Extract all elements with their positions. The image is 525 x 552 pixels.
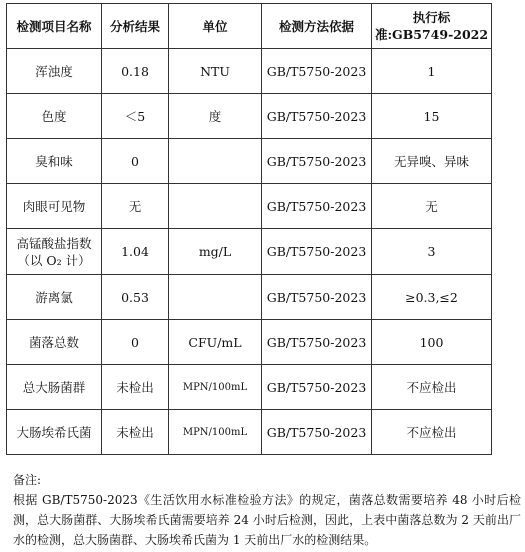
cell-method: GB/T5750-2023	[262, 320, 372, 365]
cell-method: GB/T5750-2023	[262, 49, 372, 94]
cell-standard: 1	[372, 49, 492, 94]
cell-method: GB/T5750-2023	[262, 184, 372, 229]
cell-result: 0	[102, 139, 169, 184]
cell-item-line2: （以 O₂ 计）	[17, 252, 91, 268]
cell-standard: 3	[372, 229, 492, 275]
remarks-title: 备注:	[13, 473, 42, 487]
remarks-body: 根据 GB/T5750-2023《生活饮用水标准检验方法》的规定，菌落总数需要培养 48 小时后检测，总大肠菌群、大肠埃希氏菌需要培养 24 小时后检测，因此，上表中菌落总数为 2 天前出厂水的检测，总大肠菌群、大肠埃希氏菌为 1 天前出厂水的检测结果。	[13, 493, 521, 547]
cell-unit: MPN/100mL	[169, 365, 262, 410]
table-row	[7, 410, 492, 455]
cell-unit: MPN/100mL	[169, 410, 262, 455]
cell-standard: 不应检出	[372, 365, 492, 410]
cell-result: 无	[102, 184, 169, 229]
cell-item: 色度	[7, 94, 102, 139]
cell-result: 0.53	[102, 275, 169, 320]
cell-item: 大肠埃希氏菌	[7, 410, 102, 455]
header-standard-line1: 执行标	[412, 10, 451, 25]
header-item-name: 检测项目名称	[7, 4, 102, 49]
cell-unit: NTU	[169, 49, 262, 94]
header-method: 检测方法依据	[262, 4, 372, 49]
table-header-row	[7, 4, 492, 49]
cell-standard: ≥0.3,≤2	[372, 275, 492, 320]
cell-result: 未检出	[102, 410, 169, 455]
cell-item-line1: 高锰酸盐指数	[16, 235, 92, 251]
cell-method: GB/T5750-2023	[262, 365, 372, 410]
cell-method: GB/T5750-2023	[262, 229, 372, 275]
table-row	[7, 94, 492, 139]
cell-standard: 15	[372, 94, 492, 139]
cell-item: 总大肠菌群	[7, 365, 102, 410]
cell-unit	[169, 275, 262, 320]
cell-item	[7, 229, 102, 275]
header-standard	[372, 4, 492, 49]
header-result: 分析结果	[102, 4, 169, 49]
table-row	[7, 184, 492, 229]
cell-standard: 无异嗅、异味	[372, 139, 492, 184]
table-row	[7, 49, 492, 94]
cell-item: 肉眼可见物	[7, 184, 102, 229]
cell-method: GB/T5750-2023	[262, 410, 372, 455]
cell-standard: 不应检出	[372, 410, 492, 455]
cell-standard: 100	[372, 320, 492, 365]
cell-result: 1.04	[102, 229, 169, 275]
cell-unit	[169, 139, 262, 184]
cell-result: 0	[102, 320, 169, 365]
cell-unit	[169, 184, 262, 229]
cell-unit: 度	[169, 94, 262, 139]
cell-item: 浑浊度	[7, 49, 102, 94]
cell-result: 0.18	[102, 49, 169, 94]
table-row	[7, 365, 492, 410]
header-standard-line2: 准:GB5749-2022	[374, 27, 489, 42]
cell-item: 菌落总数	[7, 320, 102, 365]
cell-method: GB/T5750-2023	[262, 94, 372, 139]
table-row	[7, 320, 492, 365]
water-quality-table	[6, 3, 492, 455]
cell-item: 臭和味	[7, 139, 102, 184]
cell-item: 游离氯	[7, 275, 102, 320]
cell-standard: 无	[372, 184, 492, 229]
table-row	[7, 139, 492, 184]
table-row	[7, 229, 492, 275]
cell-method: GB/T5750-2023	[262, 275, 372, 320]
cell-result: 未检出	[102, 365, 169, 410]
cell-method: GB/T5750-2023	[262, 139, 372, 184]
cell-unit: mg/L	[169, 229, 262, 275]
cell-unit: CFU/mL	[169, 320, 262, 365]
remarks-section	[13, 470, 521, 550]
table-row	[7, 275, 492, 320]
header-unit: 单位	[169, 4, 262, 49]
cell-result: ＜5	[102, 94, 169, 139]
